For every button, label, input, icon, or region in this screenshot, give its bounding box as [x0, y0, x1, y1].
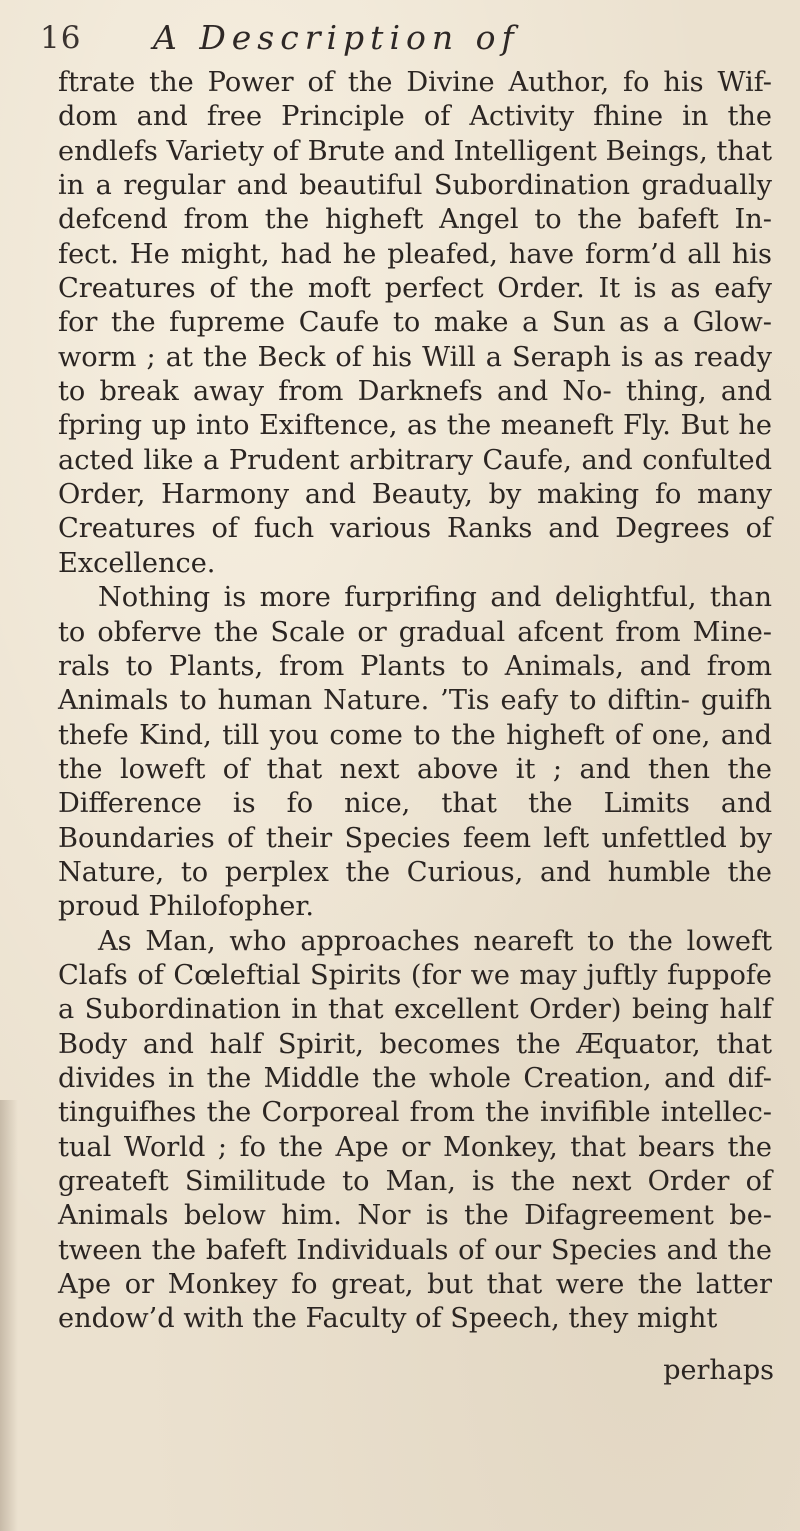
page-header	[40, 14, 760, 64]
body-text	[58, 66, 772, 1337]
paragraph-1: ftrate the Power of the Divine Author, fo his Wif- dom and free Principle of Activity fhine in the endlefs Variety of Brute and Intelligent Beings, that in a regular and beautiful Subordination gradually defcend from the higheft Angel to the bafeft In- fect. He might, had he pleafed, have form’d all his Creatures of the moft perfect Order. It is as eafy for the fupreme Caufe to make a Sun as a Glow-worm ; at the Beck of his Will a Seraph is as ready to break away from Darknefs and No- thing, and fpring up into Exiftence, as the meaneft Fly. But he acted like a Prudent arbitrary Caufe, and confulted Order, Harmony and Beauty, by making fo many Creatures of fuch various Ranks and Degrees of Excellence.	[58, 67, 772, 579]
page-number: 16	[40, 20, 82, 56]
catchword: perhaps	[663, 1355, 774, 1386]
paragraph-2: Nothing is more furprifing and delightful, than to obferve the Scale or gradual afcent from Mine- rals to Plants, from Plants to Animals, and from Animals to human Nature. ’Tis eafy to diftin- guifh thefe Kind, till you come to the higheft of one, and the loweft of that next above it ; and then the Difference is fo nice, that the Limits and Boundaries of their Species feem left unfettled by Nature, to perplex the Curious, and humble the proud Philofopher.	[58, 582, 772, 923]
page-edge-shadow	[0, 1100, 18, 1531]
running-head: A Description of	[153, 18, 520, 57]
paragraph-3: As Man, who approaches neareft to the loweft Clafs of Cœleftial Spirits (for we may juftly fuppofe a Subordination in that excellent Order) being half Body and half Spirit, becomes the Æquator, that divides in the Middle the whole Creation, and dif- tinguifhes the Corporeal from the invifible intellec- tual World ; fo the Ape or Monkey, that bears the greateft Similitude to Man, is the next Order of Animals below him. Nor is the Difagreement be- tween the bafeft Individuals of our Species and the Ape or Monkey fo great, but that were the latter endow’d with the Faculty of Speech, they might	[58, 925, 772, 1335]
